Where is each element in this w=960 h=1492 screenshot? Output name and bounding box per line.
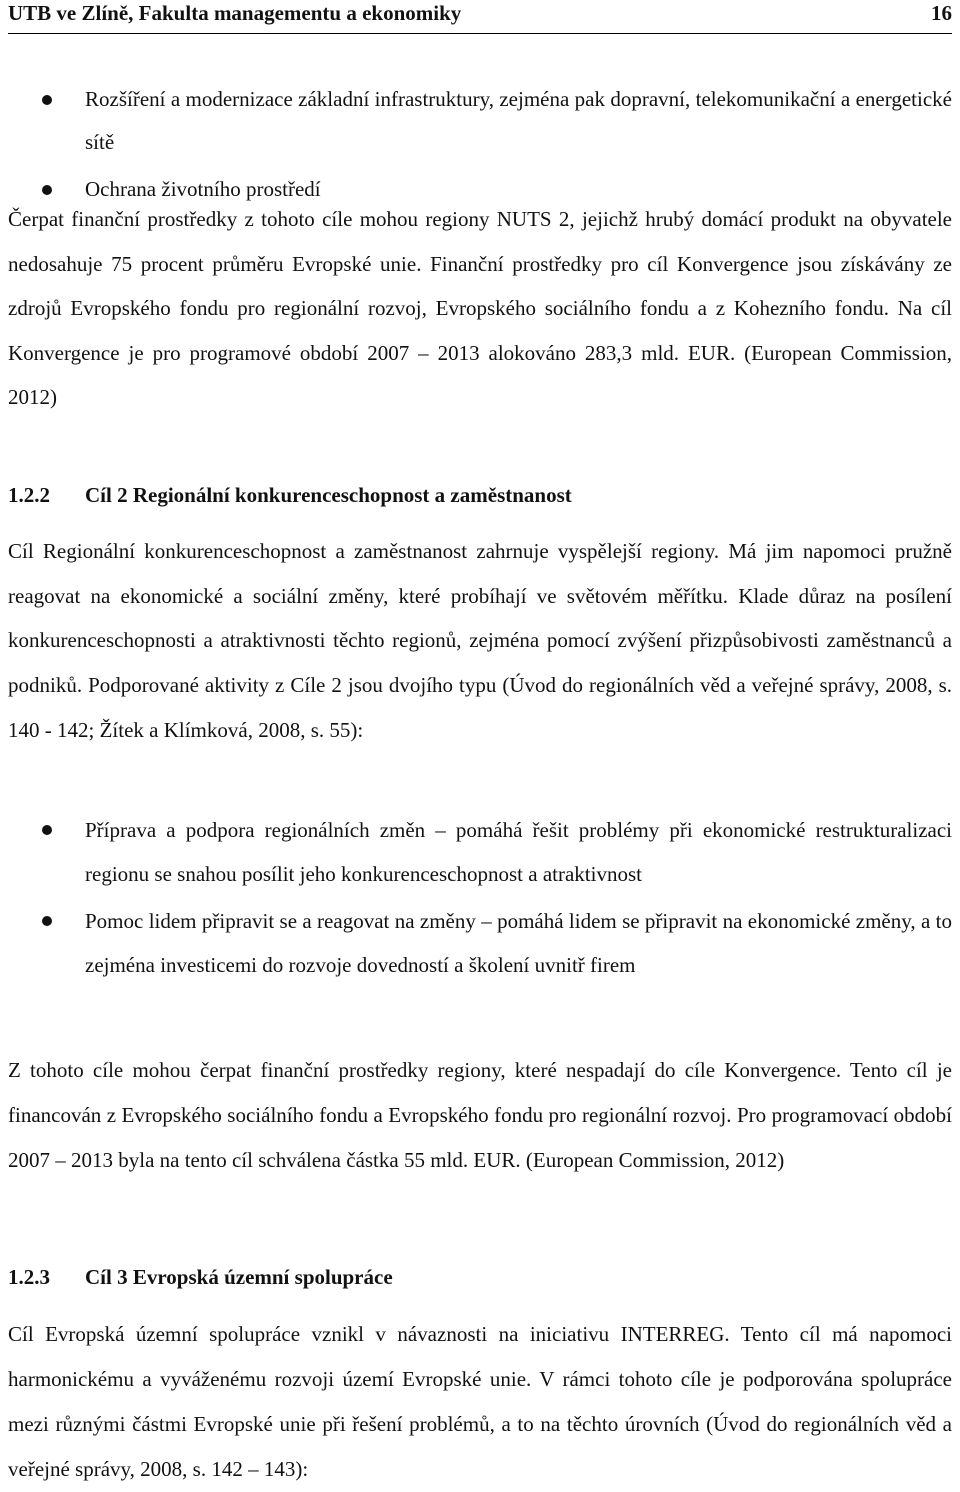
list-item xyxy=(8,78,952,164)
bullet-icon xyxy=(42,916,52,926)
section-heading-1-2-2 xyxy=(8,482,952,508)
section-heading-1-2-3 xyxy=(8,1264,952,1290)
list-item-text: Příprava a podpora regionálních změn – pomáhá řešit problémy při ekonomické restrukturalizaci regionu se snahou posílit jeho konkurenceschopnost a atraktivnost xyxy=(85,818,952,886)
list-item-text: Pomoc lidem připravit se a reagovat na změny – pomáhá lidem se připravit na ekonomické změny, a to zejména investicemi do rozvoje dovedností a školení uvnitř firem xyxy=(85,909,952,977)
list-item-text: Rozšíření a modernizace základní infrastruktury, zejména pak dopravní, telekomunikační a energetické sítě xyxy=(85,87,952,154)
page-number: 16 xyxy=(931,1,952,25)
paragraph-2: Cíl Regionální konkurenceschopnost a zaměstnanost zahrnuje vyspělejší regiony. Má jim napomoci pružně reagovat na ekonomické a sociální změny, které probíhají ve světovém měřítku. Klade důraz na posílení konkurenceschopnosti a atraktivnosti těchto regionů, zejména pomocí zvýšení přizpůsobivosti zaměstnanců a podniků. Podporované aktivity z Cíle 2 jsou dvojího typu (Úvod do regionálních věd a veřejné správy, 2008, s. 140 - 142; Žítek a Klímková, 2008, s. 55): xyxy=(8,539,952,742)
paragraph-4: Cíl Evropská územní spolupráce vznikl v návaznosti na iniciativu INTERREG. Tento cíl má napomoci harmonickému a vyváženému rozvoji území Evropské unie. V rámci tohoto cíle je podporována spolupráce mezi různými částmi Evropské unie při řešení problémů, a to na těchto úrovních (Úvod do regionálních věd a veřejné správy, 2008, s. 142 – 143): xyxy=(8,1322,952,1481)
bullet-list-2 xyxy=(8,808,952,987)
bullet-list-1 xyxy=(8,78,952,211)
bullet-icon xyxy=(42,185,52,195)
bullet-icon xyxy=(42,95,52,105)
section-number: 1.2.2 xyxy=(8,483,50,507)
paragraph-1: Čerpat finanční prostředky z tohoto cíle mohou regiony NUTS 2, jejichž hrubý domácí produkt na obyvatele nedosahuje 75 procent průměru Evropské unie. Finanční prostředky pro cíl Konvergence jsou získávány ze zdrojů Evropského fondu pro regionální rozvoj, Evropského sociálního fondu a z Kohezního fondu. Na cíl Konvergence je pro programové období 2007 – 2013 alokováno 283,3 mld. EUR. (European Commission, 2012) xyxy=(8,207,952,409)
list-item xyxy=(8,808,952,896)
paragraph-3: Z tohoto cíle mohou čerpat finanční prostředky regiony, které nespadají do cíle Konvergence. Tento cíl je financován z Evropského sociálního fondu a Evropského fondu pro regionální rozvoj. Pro programovací období 2007 – 2013 byla na tento cíl schválena částka 55 mld. EUR. (European Commission, 2012) xyxy=(8,1058,952,1172)
page-header xyxy=(8,0,952,34)
section-title: Cíl 2 Regionální konkurenceschopnost a zaměstnanost xyxy=(85,483,572,507)
section-number: 1.2.3 xyxy=(8,1265,50,1289)
header-title: UTB ve Zlíně, Fakulta managementu a ekonomiky xyxy=(8,1,462,25)
list-item xyxy=(8,899,952,987)
section-title: Cíl 3 Evropská územní spolupráce xyxy=(85,1265,393,1289)
bullet-icon xyxy=(42,825,52,835)
list-item-text: Ochrana životního prostředí xyxy=(85,177,321,201)
